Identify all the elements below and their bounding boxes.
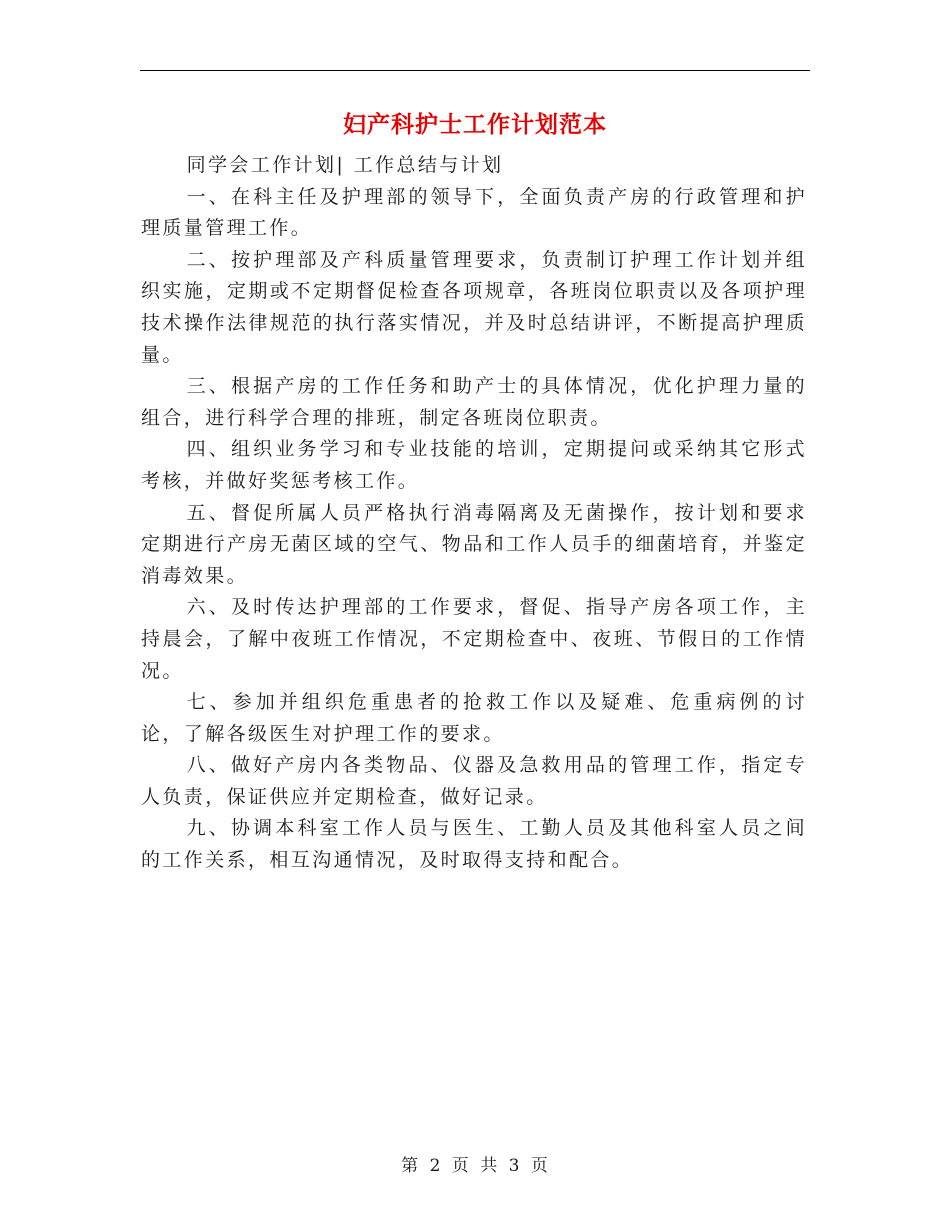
- body-paragraph: 六、及时传达护理部的工作要求，督促、指导产房各项工作，主持晨会，了解中夜班工作情况，不定期检查中、夜班、节假日的工作情况。: [141, 596, 807, 682]
- body-paragraph: 同学会工作计划| 工作总结与计划: [186, 154, 504, 176]
- body-paragraph: 八、做好产房内各类物品、仪器及急救用品的管理工作，指定专人负责，保证供应并定期检查，做好记录。: [141, 754, 807, 808]
- body-paragraph: 三、根据产房的工作任务和助产士的具体情况，优化护理力量的组合，进行科学合理的排班，制定各班岗位职责。: [141, 375, 807, 429]
- page-number: 第 2 页 共 3 页: [401, 1156, 549, 1176]
- document-body: [141, 150, 807, 877]
- body-paragraph: 七、参加并组织危重患者的抢救工作以及疑难、危重病例的讨论，了解各级医生对护理工作的要求。: [141, 691, 807, 745]
- body-paragraph: 九、协调本科室工作人员与医生、工勤人员及其他科室人员之间的工作关系，相互沟通情况，及时取得支持和配合。: [141, 817, 807, 872]
- body-paragraph: 一、在科主任及护理部的领导下，全面负责产房的行政管理和护理质量管理工作。: [141, 185, 807, 240]
- body-paragraph: 二、按护理部及产科质量管理要求，负责制订护理工作计划并组织实施，定期或不定期督促检查各项规章，各班岗位职责以及各项护理技术操作法律规范的执行落实情况，并及时总结讲评，不断提高护理质量。: [141, 248, 807, 366]
- document-title: 妇产科护士工作计划范本: [343, 111, 607, 138]
- header-rule: [140, 70, 810, 71]
- body-paragraph: 四、组织业务学习和专业技能的培训，定期提问或采纳其它形式考核，并做好奖惩考核工作。: [141, 438, 807, 492]
- body-paragraph: 五、督促所属人员严格执行消毒隔离及无菌操作，按计划和要求定期进行产房无菌区域的空气、物品和工作人员手的细菌培育，并鉴定消毒效果。: [141, 501, 807, 587]
